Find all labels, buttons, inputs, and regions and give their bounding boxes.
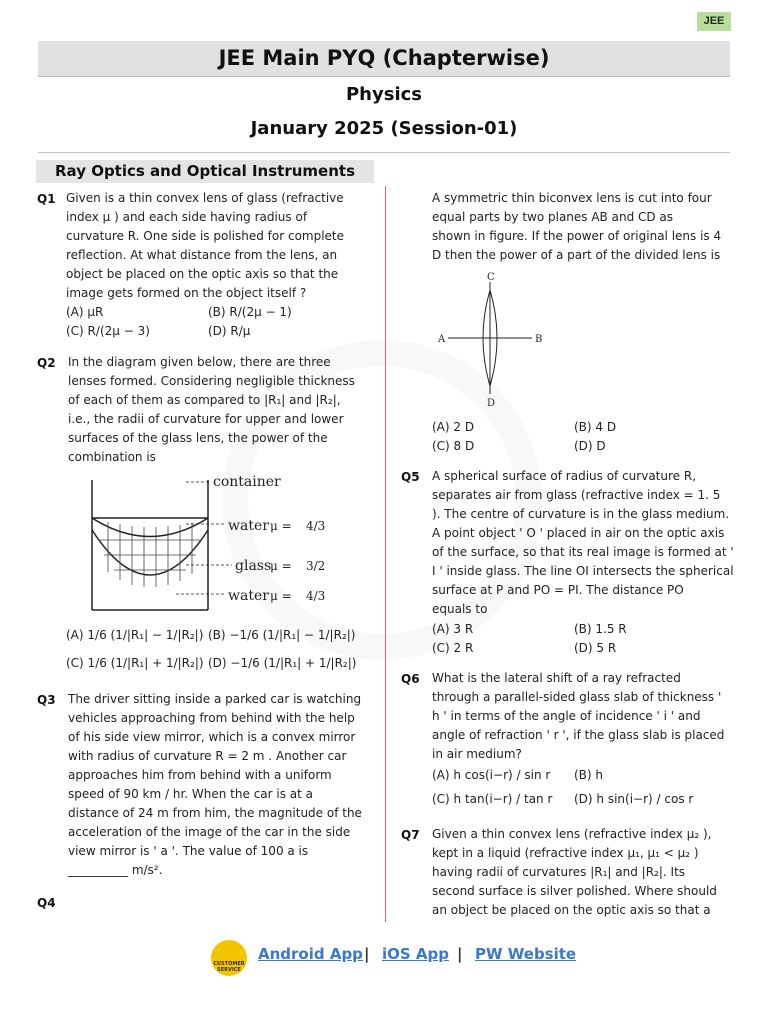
q5-option-a[interactable]: (A) 3 R [432,622,474,636]
q4-label-d: D [487,398,496,409]
q2-mu-label-bottom: μ = [270,589,292,603]
q7-number: Q7 [401,828,420,842]
q2-label-water-bottom: water [228,588,269,604]
q1-option-b[interactable]: (B) R/(2μ − 1) [208,305,292,319]
q6-option-b[interactable]: (B) h [574,768,604,782]
q5-option-d[interactable]: (D) 5 R [574,641,617,655]
q2-option-d[interactable]: (D) −1/6 (1/|R₁| + 1/|R₂|) [208,656,357,670]
session-heading: January 2025 (Session-01) [250,118,518,139]
q5-number: Q5 [401,470,420,484]
q1-option-c[interactable]: (C) R/(2μ − 3) [66,324,150,338]
subject-heading: Physics [345,84,422,105]
q5-text: A spherical surface of radius of curvature R, separates air from glass (refractive index = 1. 5 ). The centre of curvature is in the glass medium. A point object ' O ' placed in air on the optic axis of the surface, so that its real image is formed at ' I ' inside glass. The line OI intersects the spherical surface at P and PO = PI. The distance PO equals to [432,469,734,616]
q6-option-d[interactable]: (D) h sin(i−r) / cos r [574,792,694,806]
q2-label-water-top: water [228,518,269,534]
q2-option-a[interactable]: (A) 1/6 (1/|R₁| − 1/|R₂|) [66,628,204,642]
q4-option-c[interactable]: (C) 8 D [432,439,475,453]
footer-separator: | [364,945,370,963]
q2-mu-water-top: 4/3 [306,519,326,533]
q6-option-a[interactable]: (A) h cos(i−r) / sin r [432,768,551,782]
q4-label-b: B [535,334,543,345]
q4-number: Q4 [37,896,56,910]
customer-service-logo-icon: CUSTOMER SERVICE [211,940,247,976]
q3-number: Q3 [37,693,56,707]
q3-text: The driver sitting inside a parked car is watching vehicles approaching from behind with the help of his side view mirror, which is a convex mirror with radius of curvature R = 2 m . Another car approaches him from behind with a uniform speed of 90 km / hr. When the car is at a distance of 24 m from him, the magnitude of the acceleration of the image of the car in the side view mirror is ' a '. The value of 100 a is __________ m/s². [68,692,362,877]
q2-option-c[interactable]: (C) 1/6 (1/|R₁| + 1/|R₂|) [66,656,204,670]
q5-option-b[interactable]: (B) 1.5 R [574,622,627,636]
q4-text: A symmetric thin biconvex lens is cut into four equal parts by two planes AB and CD as shown in figure. If the power of original lens is 4 D then the power of a part of the divided lens is [432,191,722,262]
q6-number: Q6 [401,672,420,686]
footer-links [0,940,768,973]
footer-separator: | [457,945,463,963]
q2-mu-water-bottom: 4/3 [306,589,326,603]
q7-text: Given a thin convex lens (refractive index μ₂ ), kept in a liquid (refractive index μ₁, μ₁ < μ₂ ) having radii of curvatures |R₁| and |R₂|. Its second surface is silver polished. Where should an object be placed on the optic axis so that a [432,827,717,917]
q4-option-d[interactable]: (D) D [574,439,606,453]
q4-label-a: A [438,334,446,345]
q4-option-a[interactable]: (A) 2 D [432,420,475,434]
q1-text: Given is a thin convex lens of glass (refractive index μ ) and each side having radius of curvature R. One side is polished for complete reflection. At what distance from the lens, an object be placed on the optic axis so that the image gets formed on the object itself ? [66,191,345,300]
column-divider [385,186,386,922]
q2-mu-label-glass: μ = [270,559,292,573]
page-title: JEE Main PYQ (Chapterwise) [38,41,730,77]
pw-website-link[interactable]: PW Website [475,945,577,963]
q4-label-c: C [487,272,495,283]
header-rule [38,152,730,153]
q2-option-b[interactable]: (B) −1/6 (1/|R₁| − 1/|R₂|) [208,628,356,642]
q6-option-c[interactable]: (C) h tan(i−r) / tan r [432,792,553,806]
q2-text: In the diagram given below, there are three lenses formed. Considering negligible thickness of each of them as compared to |R₁| and |R₂|, i.e., the radii of curvature for upper and lower surfaces of the glass lens, the power of the combination is [68,355,355,464]
q1-number: Q1 [37,192,56,206]
ios-app-link[interactable]: iOS App [382,945,450,963]
q2-mu-label: μ = [270,519,292,533]
q2-label-glass: glass [235,558,272,574]
q6-text: What is the lateral shift of a ray refracted through a parallel-sided glass slab of thickness ' h ' in terms of the angle of incidence ' i ' and angle of refraction ' r ', if the glass slab is placed in air medium? [432,671,725,761]
q2-number: Q2 [37,356,56,370]
exam-badge: JEE [697,12,731,31]
q2-lens-diagram [80,470,350,620]
q5-option-c[interactable]: (C) 2 R [432,641,474,655]
q4-option-b[interactable]: (B) 4 D [574,420,617,434]
q2-label-container: container [213,474,281,490]
q1-option-d[interactable]: (D) R/μ [208,324,251,338]
q2-mu-glass: 3/2 [306,559,326,573]
q4-lens-diagram [434,268,554,410]
chapter-heading: Ray Optics and Optical Instruments [36,160,374,183]
android-app-link[interactable]: Android App [258,945,363,963]
q1-option-a[interactable]: (A) μR [66,305,104,319]
